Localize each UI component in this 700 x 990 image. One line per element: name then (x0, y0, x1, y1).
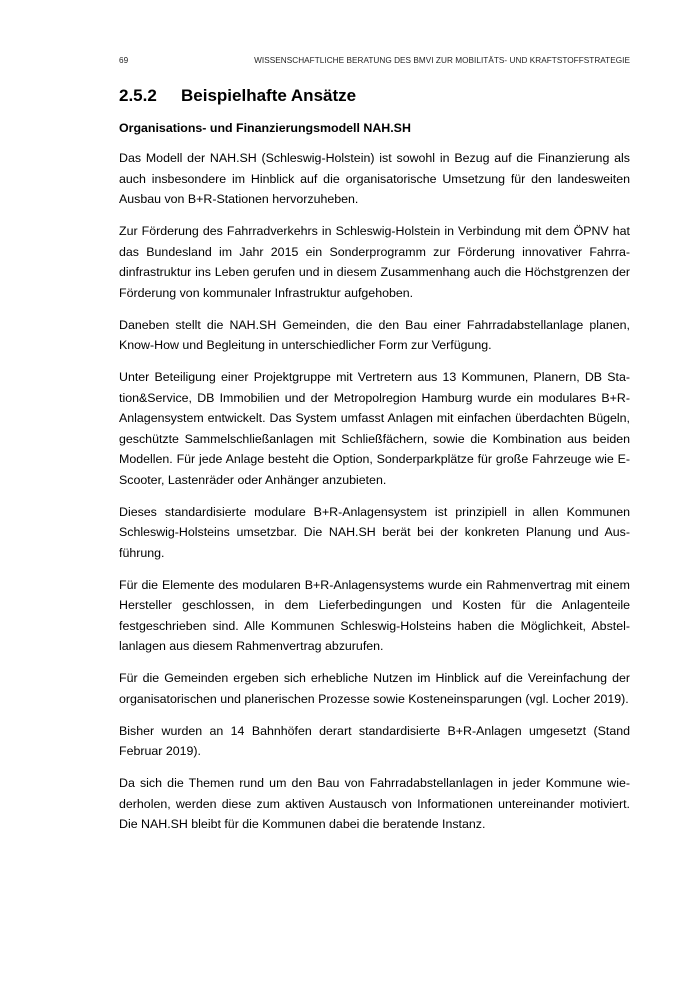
paragraph: Unter Beteiligung einer Projektgruppe mit Vertretern aus 13 Kommunen, Planern, DB Station&Service, DB Immobilien und der Metropolregion Hamburg wurde ein modulares B+R-Anlagensystem entwickelt. Das System umfasst Anlagen mit einfachen überdachten Bügeln, geschützte Sammelschließanlagen mit Schließfächern, sowie die Kombination aus beiden Modellen. Für jede Anlage besteht die Option, Sonderparkplätze für große Fahrzeuge wie E-Scooter, Lastenräder oder Anhänger anzubieten. (119, 370, 630, 487)
section-title: Beispielhafte Ansätze (181, 86, 357, 105)
paragraph: Zur Förderung des Fahrradverkehrs in Schleswig-Holstein in Verbindung mit dem ÖPNV hat das Bundesland im Jahr 2015 ein Sonderprogramm zur Förderung innovativer Fahrradinfrastruktur ins Leben gerufen und in diesem Zusammenhang auch die Höchstgrenzen der Förderung von kommunaler Infrastruktur aufgehoben. (119, 224, 630, 300)
paragraph: Das Modell der NAH.SH (Schleswig-Holstein) ist sowohl in Bezug auf die Finanzierung als auch insbesondere im Hinblick auf die organisatorische Umsetzung für den landesweiten Ausbau von B+R-Stationen hervorzuheben. (119, 151, 630, 206)
body-text (119, 148, 630, 846)
paragraph: Da sich die Themen rund um den Bau von Fahrradabstellanlagen in jeder Kommune wiederholen, werden diese zum aktiven Austausch von Informationen untereinander motiviert. Die NAH.SH bleibt für die Kommunen dabei die beratende Instanz. (119, 776, 630, 831)
paragraph: Daneben stellt die NAH.SH Gemeinden, die den Bau einer Fahrradabstellanlage planen, Know-How und Begleitung in unterschiedlicher Form zur Verfügung. (119, 317, 630, 352)
page-number: 69 (119, 56, 129, 65)
subsection-heading: Organisations- und Finanzierungsmodell NAH.SH (119, 121, 411, 135)
section-number: 2.5.2 (119, 86, 157, 105)
running-title: WISSENSCHAFTLICHE BERATUNG DES BMVI ZUR MOBILITÄTS- UND KRAFTSTOFFSTRATEGIE (254, 56, 630, 65)
running-header (119, 56, 630, 65)
paragraph: Dieses standardisierte modulare B+R-Anlagensystem ist prinzipiell in allen Kommunen Schleswig-Holsteins umsetzbar. Die NAH.SH berät bei der konkreten Planung und Ausführung. (119, 504, 630, 560)
paragraph: Für die Elemente des modularen B+R-Anlagensystems wurde ein Rahmenvertrag mit einem Hersteller geschlossen, in dem Lieferbedingungen und Kosten für die Anlagenteile festgeschrieben sind. Alle Kommunen Schleswig-Holsteins haben die Möglichkeit, Abstellanlagen aus diesem Rahmenvertrag abzurufen. (119, 577, 630, 653)
section-heading (119, 86, 630, 106)
paragraph: Bisher wurden an 14 Bahnhöfen derart standardisierte B+R-Anlagen umgesetzt (Stand Februar 2019). (119, 723, 630, 758)
paragraph: Für die Gemeinden ergeben sich erhebliche Nutzen im Hinblick auf die Vereinfachung der organisatorischen und planerischen Prozesse sowie Kosteneinsparungen (vgl. Locher 2019). (119, 671, 630, 706)
